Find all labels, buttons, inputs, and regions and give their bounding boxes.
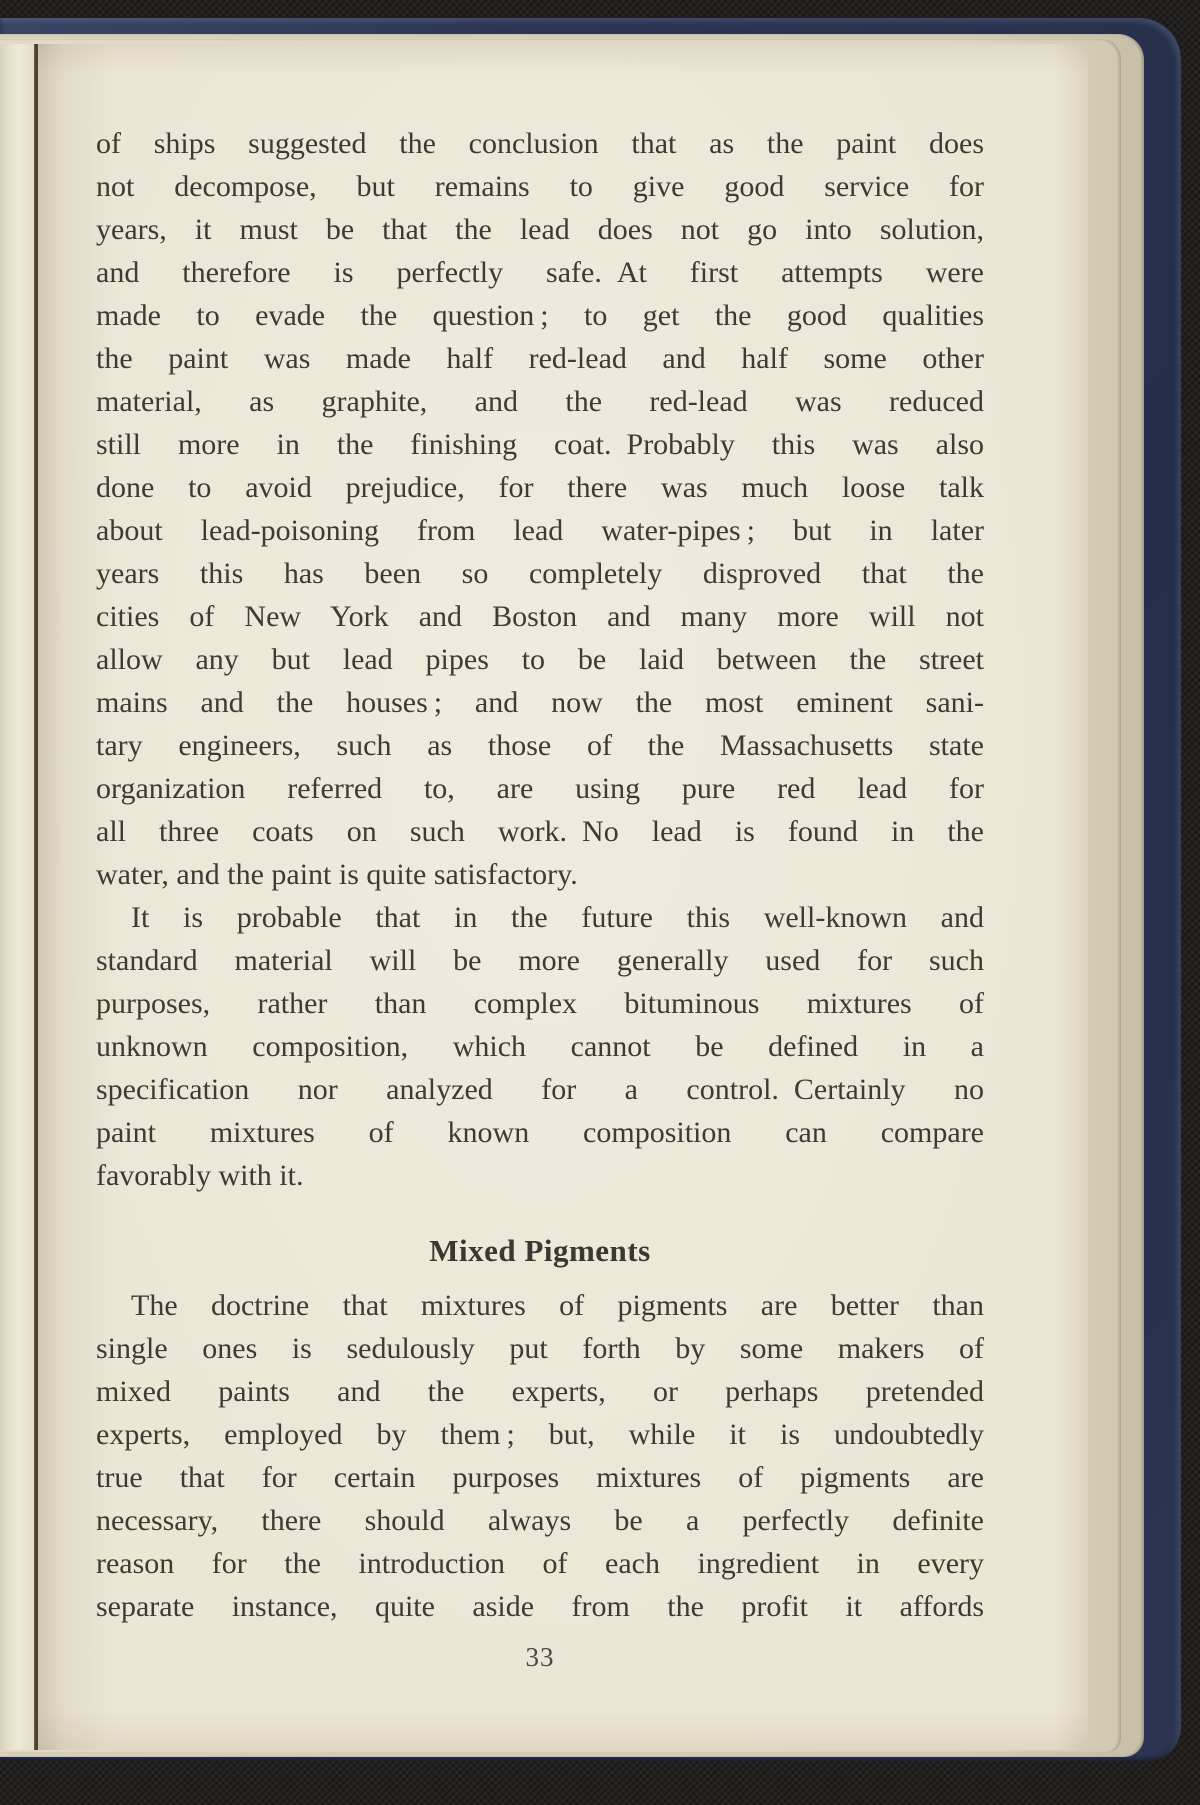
text-line: true that for certain purposes mixtures of pigments are — [96, 1461, 984, 1494]
text-line: the paint was made half red-lead and half some other — [96, 342, 984, 375]
text-line: necessary, there should always be a perfectly definite — [96, 1504, 984, 1537]
text-line: made to evade the question ; to get the good qualities — [96, 299, 984, 332]
text-line: years this has been so completely disproved that the — [96, 557, 984, 590]
text-line: tary engineers, such as those of the Massachusetts state — [96, 729, 984, 762]
text-line: material, as graphite, and the red-lead was reduced — [96, 385, 984, 418]
text-line: and therefore is perfectly safe. At first attempts were — [96, 256, 984, 289]
text-line: purposes, rather than complex bituminous mixtures of — [96, 987, 984, 1020]
text-line: still more in the finishing coat. Probably this was also — [96, 428, 984, 461]
text-line: favorably with it. — [96, 1159, 304, 1192]
text-line: organization referred to, are using pure red lead for — [96, 772, 984, 805]
text-line: unknown composition, which cannot be defined in a — [96, 1030, 984, 1063]
text-line: separate instance, quite aside from the profit it affords — [96, 1590, 984, 1623]
text-line: done to avoid prejudice, for there was much loose talk — [96, 471, 984, 504]
text-line: cities of New York and Boston and many more will not — [96, 600, 984, 633]
section-heading: Mixed Pigments — [429, 1233, 651, 1268]
facing-page-edge — [0, 44, 34, 1750]
text-line: of ships suggested the conclusion that as the paint does — [96, 127, 984, 160]
text-line: mains and the houses ; and now the most eminent sani- — [96, 686, 984, 719]
paragraph — [96, 122, 984, 896]
text-line: It is probable that in the future this well-known and — [131, 901, 984, 934]
text-line: about lead-poisoning from lead water-pipes ; but in later — [96, 514, 984, 547]
page-number: 33 — [525, 1642, 555, 1672]
paragraph — [96, 896, 984, 1197]
paragraph — [96, 1284, 984, 1628]
text-line: specification nor analyzed for a control. Certainly no — [96, 1073, 984, 1106]
text-line: reason for the introduction of each ingredient in every — [96, 1547, 984, 1580]
text-line: water, and the paint is quite satisfactory. — [96, 858, 578, 891]
text-line: years, it must be that the lead does not go into solution, — [96, 213, 984, 246]
text-line: single ones is sedulously put forth by some makers of — [96, 1332, 984, 1365]
text-line: experts, employed by them ; but, while it is undoubtedly — [96, 1418, 984, 1451]
text-line: The doctrine that mixtures of pigments are better than — [131, 1289, 984, 1322]
text-line: all three coats on such work. No lead is found in the — [96, 815, 984, 848]
text-line: standard material will be more generally used for such — [96, 944, 984, 977]
text-line: paint mixtures of known composition can compare — [96, 1116, 984, 1149]
text-line: not decompose, but remains to give good service for — [96, 170, 984, 203]
text-flow — [96, 122, 984, 1673]
text-line: allow any but lead pipes to be laid between the street — [96, 643, 984, 676]
text-line: mixed paints and the experts, or perhaps pretended — [96, 1375, 984, 1408]
